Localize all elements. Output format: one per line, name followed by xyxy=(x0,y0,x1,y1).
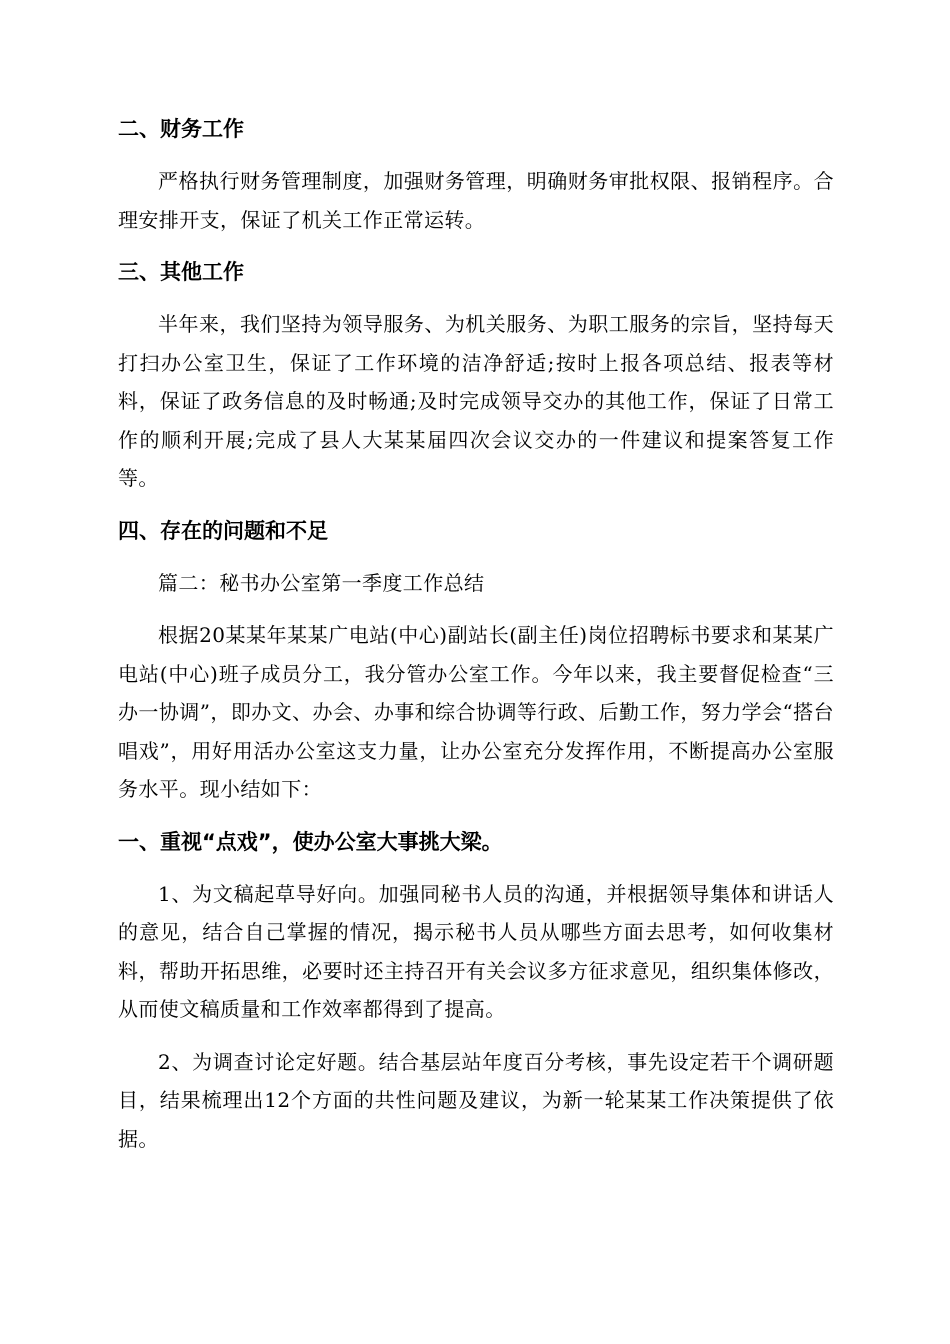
document-page xyxy=(118,110,834,1172)
paragraph-chapter-title: 篇二：秘书办公室第一季度工作总结 xyxy=(158,570,485,595)
section-heading-problems: 四、存在的问题和不足 xyxy=(118,518,328,543)
paragraph-intro: 根据20某某年某某广电站(中心)副站长(副主任)岗位招聘标书要求和某某广电站(中心)班子成员分工，我分管办公室工作。今年以来，我主要督促检查“三办一协调”，即办文、办会、办事和综合协调等行政、后勤工作，努力学会“搭台唱戏”，用好用活办公室这支力量，让办公室充分发挥作用，不断提高办公室服务水平。现小结如下： xyxy=(118,623,834,801)
paragraph-finance: 严格执行财务管理制度，加强财务管理，明确财务审批权限、报销程序。合理安排开支，保证了机关工作正常运转。 xyxy=(118,169,834,232)
section-heading-dianxi: 一、重视“点戏”，使办公室大事挑大梁。 xyxy=(118,829,503,854)
section-heading-finance: 二、财务工作 xyxy=(118,117,244,141)
paragraph-other-work: 半年来，我们坚持为领导服务、为机关服务、为职工服务的宗旨，坚持每天打扫办公室卫生，保证了工作环境的洁净舒适;按时上报各项总结、报表等材料，保证了政务信息的及时畅通;及时完成领导交办的其他工作，保证了日常工作的顺利开展;完成了县人大某某届四次会议交办的一件建议和提案答复工作等。 xyxy=(118,312,834,490)
paragraph-item-1: 1、为文稿起草导好向。加强同秘书人员的沟通，并根据领导集体和讲话人的意见，结合自己掌握的情况，揭示秘书人员从哪些方面去思考，如何收集材料，帮助开拓思维，必要时还主持召开有关会议多方征求意见，组织集体修改，从而使文稿质量和工作效率都得到了提高。 xyxy=(118,881,834,1021)
section-heading-other-work: 三、其他工作 xyxy=(118,260,244,284)
paragraph-item-2: 2、为调查讨论定好题。结合基层站年度百分考核，事先设定若干个调研题目，结果梳理出12个方面的共性问题及建议，为新一轮某某工作决策提供了依据。 xyxy=(118,1049,834,1151)
